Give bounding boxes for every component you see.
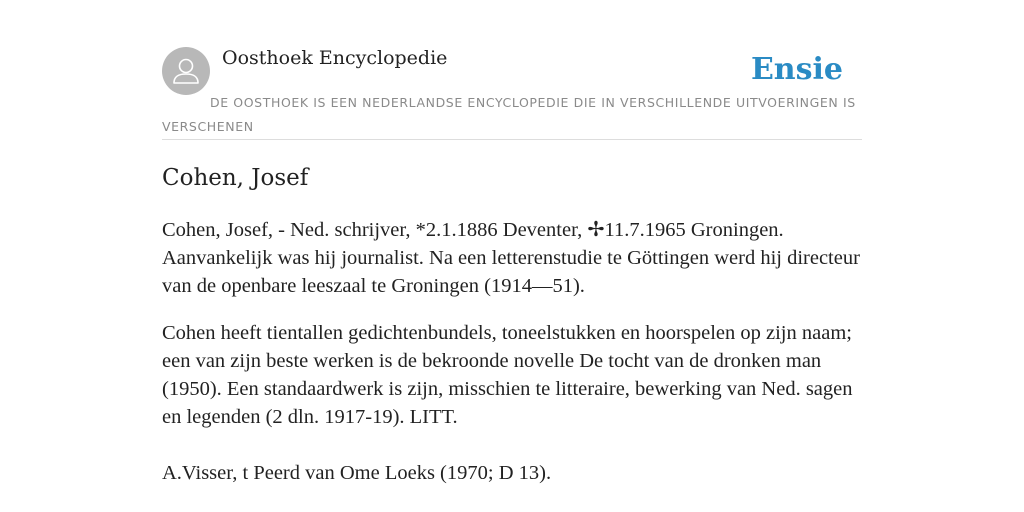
user-silhouette-icon bbox=[162, 47, 210, 95]
article-reference: A.Visser, t Peerd van Ome Loeks (1970; D 13). bbox=[162, 462, 552, 484]
source-title[interactable]: Oosthoek Encyclopedie bbox=[222, 47, 448, 69]
ensie-logo[interactable]: Ensie bbox=[750, 52, 843, 87]
article-container bbox=[162, 46, 862, 484]
source-avatar[interactable] bbox=[162, 47, 210, 95]
article-paragraph: Cohen heeft tientallen gedichtenbundels, toneelstukken en hoorspelen op zijn naam; een van zijn beste werken is de bekroonde novelle De tocht van de dronken man (1950). Een standaardwerk is zijn, misschien te litteraire, bewerking van Ned. sagen en legenden (2 dln. 1917-19). LITT. bbox=[162, 322, 853, 428]
article-title: Cohen, Josef bbox=[162, 165, 309, 191]
article-paragraph: Cohen, Josef, - Ned. schrijver, *2.1.1886 Deventer, ✢11.7.1965 Groningen. Aanvankelijk was hij journalist. Na een letterenstudie te Göttingen werd hij directeur van de openbare leeszaal te Groningen (1914—51). bbox=[162, 219, 860, 297]
source-header bbox=[162, 46, 862, 140]
source-subtitle: DE OOSTHOEK IS EEN NEDERLANDSE ENCYCLOPEDIE DIE IN VERSCHILLENDE UITVOERINGEN IS VERSCHENEN bbox=[162, 95, 856, 134]
